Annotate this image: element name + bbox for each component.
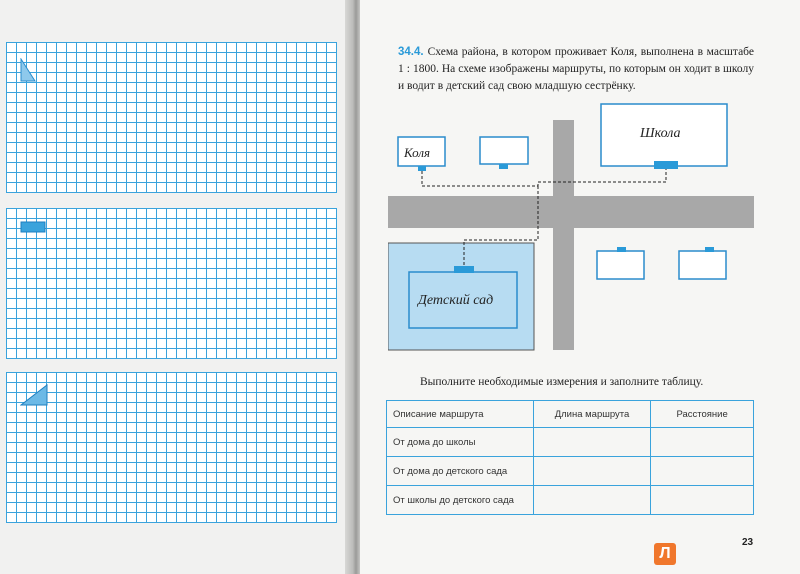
small-building-right-2-entrance	[705, 247, 714, 252]
page-number: 23	[742, 537, 754, 548]
row-label-home-school: От дома до школы	[387, 428, 534, 457]
header-distance: Расстояние	[651, 401, 754, 428]
task-body: Схема района, в котором проживает Коля, выполнена в масштабе 1 : 1800. На схеме изображены маршруты, по которым он ходит в школу и водит в детский сад свою младшую сестрёнку.	[398, 46, 754, 92]
small-building-right-1-entrance	[617, 247, 626, 252]
grid-panel-middle	[6, 208, 337, 359]
task-text	[398, 44, 754, 95]
district-map	[388, 100, 758, 360]
kolya-label: Коля	[404, 145, 431, 160]
cell-distance-empty[interactable]	[651, 486, 754, 515]
row-label-home-kindergarten: От дома до детского сада	[387, 457, 534, 486]
measurement-table	[386, 400, 754, 515]
small-building-right-2	[679, 251, 726, 279]
grid-panel-bottom	[6, 372, 337, 523]
triangle-shape-bottom	[20, 384, 48, 406]
triangle-shape-top	[20, 58, 36, 82]
school-label: Школа	[640, 126, 681, 141]
vertical-road	[553, 120, 574, 350]
cell-distance-empty[interactable]	[651, 428, 754, 457]
row-label-school-kindergarten: От школы до детского сада	[387, 486, 534, 515]
table-row	[387, 486, 754, 515]
left-page	[0, 0, 352, 574]
grid-panel-top	[6, 42, 337, 193]
small-building-top-entrance	[499, 164, 508, 169]
small-building-top	[480, 137, 528, 164]
table-header-row	[387, 401, 754, 428]
table-row	[387, 457, 754, 486]
small-building-right-1	[597, 251, 644, 279]
cell-length-empty[interactable]	[533, 486, 650, 515]
kindergarten-entrance	[454, 266, 474, 273]
kindergarten-label: Детский сад	[418, 293, 494, 308]
school-entrance	[654, 161, 678, 169]
table-row	[387, 428, 754, 457]
publisher-logo: Л	[654, 543, 676, 565]
rectangle-shape-middle	[20, 221, 46, 233]
header-route-description: Описание маршрута	[387, 401, 534, 428]
header-route-length: Длина маршрута	[533, 401, 650, 428]
cell-length-empty[interactable]	[533, 428, 650, 457]
instruction-text: Выполните необходимые измерения и заполните таблицу.	[420, 376, 704, 388]
kolya-entrance	[418, 166, 426, 171]
task-number: 34.4.	[398, 46, 424, 58]
cell-distance-empty[interactable]	[651, 457, 754, 486]
cell-length-empty[interactable]	[533, 457, 650, 486]
route-home-to-school	[422, 169, 666, 186]
